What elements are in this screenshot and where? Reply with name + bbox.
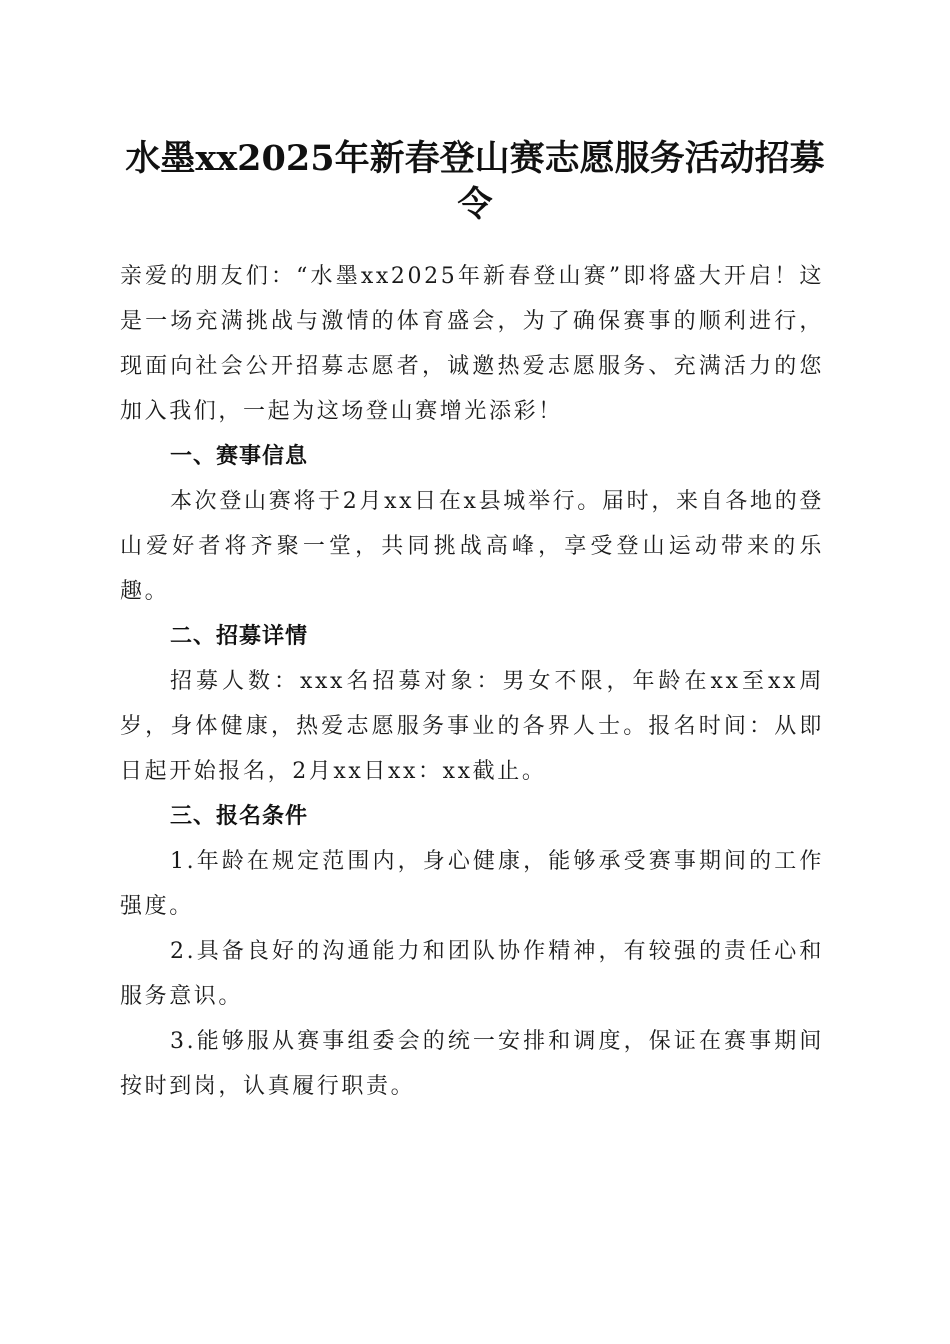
section-heading: 一、赛事信息 — [170, 444, 309, 469]
section-heading: 二、招募详情 — [170, 624, 309, 649]
section-paragraph: 招募人数：xxx名招募对象：男女不限，年龄在xx至xx周岁，身体健康，热爱志愿服务事业的各界人士。报名时间：从即日起开始报名，2月xx日xx：xx截止。 — [120, 669, 824, 784]
section-requirements — [120, 794, 824, 1109]
requirement-item: 1.年龄在规定范围内，身心健康，能够承受赛事期间的工作强度。 — [120, 849, 824, 919]
document-title: 水墨xx2025年新春登山赛志愿服务活动招募令 — [125, 138, 825, 225]
requirement-item: 3.能够服从赛事组委会的统一安排和调度，保证在赛事期间按时到岗，认真履行职责。 — [120, 1029, 824, 1099]
section-event-info — [120, 434, 824, 614]
requirement-item: 2.具备良好的沟通能力和团队协作精神，有较强的责任心和服务意识。 — [120, 939, 824, 1009]
section-paragraph: 本次登山赛将于2月xx日在x县城举行。届时，来自各地的登山爱好者将齐聚一堂，共同挑战高峰，享受登山运动带来的乐趣。 — [120, 489, 824, 604]
intro-paragraph: 亲爱的朋友们：“水墨xx2025年新春登山赛”即将盛大开启！这是一场充满挑战与激情的体育盛会，为了确保赛事的顺利进行，现面向社会公开招募志愿者，诚邀热爱志愿服务、充满活力的您加入我们，一起为这场登山赛增光添彩！ — [120, 264, 824, 424]
document-body — [120, 254, 824, 1109]
section-heading: 三、报名条件 — [170, 804, 309, 829]
section-recruitment-details — [120, 614, 824, 794]
